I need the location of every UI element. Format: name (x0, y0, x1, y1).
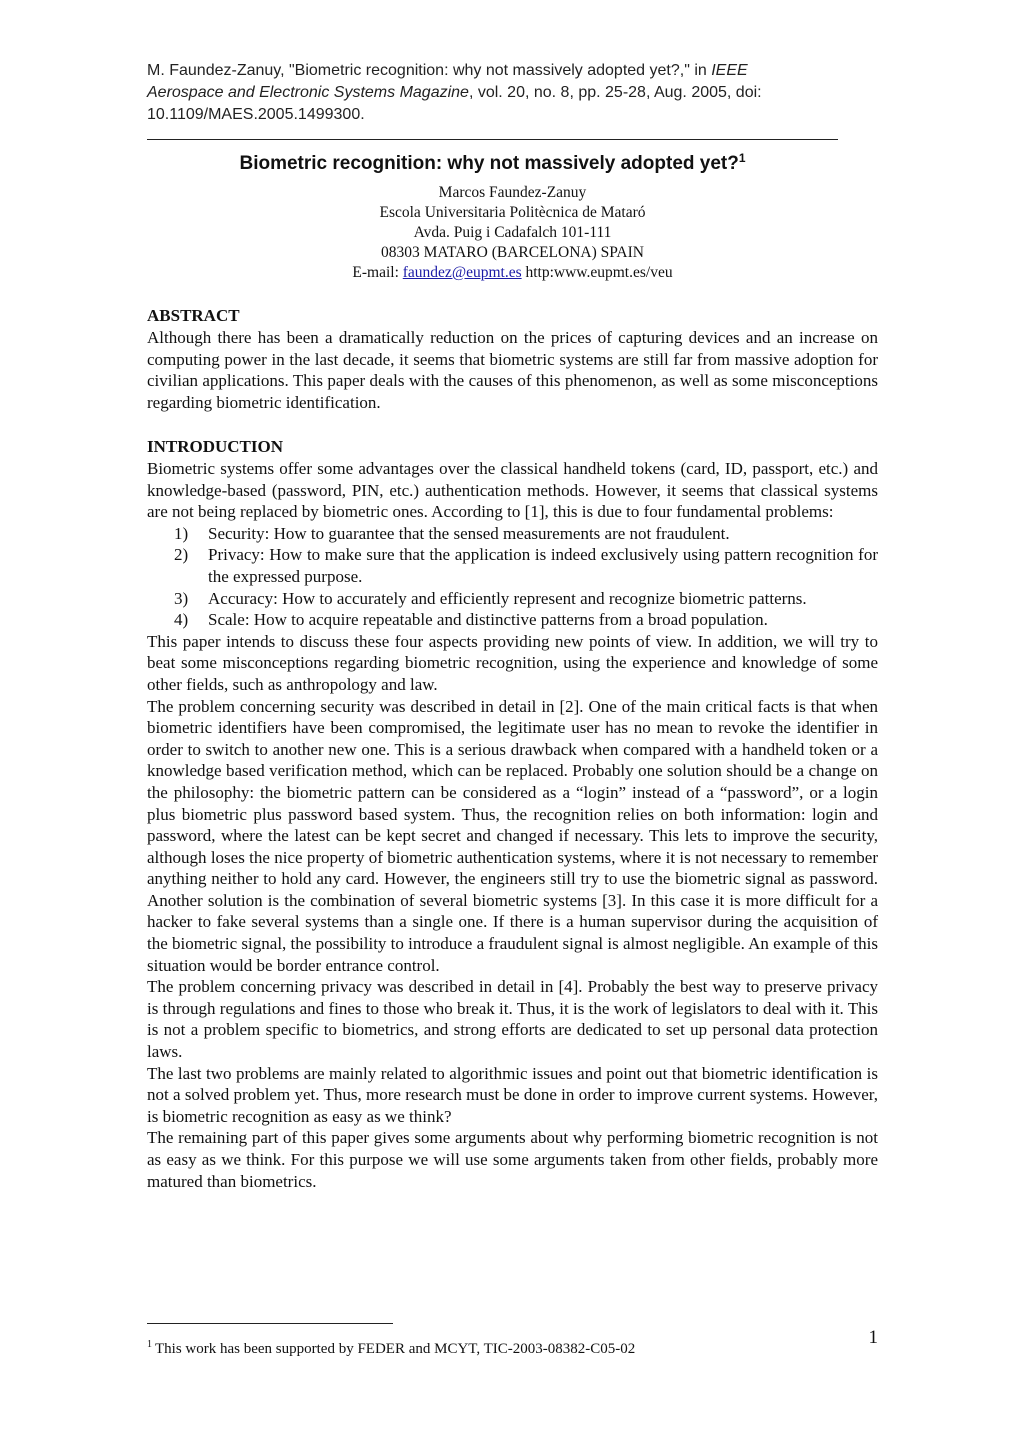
abstract-heading: ABSTRACT (147, 306, 240, 325)
author-contact (147, 263, 878, 283)
list-item (147, 544, 878, 587)
body-paragraph: The last two problems are mainly related to algorithmic issues and point out that biometric identification is not a solved problem yet. Thus, more research must be done in order to improve current systems. However, is biometric recognition as easy as we think? (147, 1063, 878, 1126)
introduction-heading: INTRODUCTION (147, 437, 284, 456)
list-item-number: 4) (174, 610, 189, 630)
problems-list (147, 523, 878, 631)
introduction-body (147, 458, 878, 1192)
list-item-number: 2) (174, 545, 189, 565)
body-paragraph: The problem concerning security was described in detail in [2]. One of the main critical facts is that when biometric identifiers have been compromised, the legitimate user has no mean to revoke the identifier in order to switch to another new one. This is a serious drawback when compared with a handheld token or a knowledge based verification method, which can be replaced. Probably one solution should be a change on the philosophy: the biometric pattern can be considered as a “login” instead of a “password”, or a login plus biometric plus password based system. Thus, the recognition relies on both information: login and password, where the latest can be kept secret and changed if necessary. This lets to improve the security, although loses the nice property of biometric authentication systems, where it is not necessary to remember anything neither to hold any card. However, the engineers still try to use the biometric signal as password. Another solution is the combination of several biometric systems [3]. In this case it is more difficult for a hacker to fake several systems than a single one. If there is a human supervisor during the acquisition of the biometric signal, the possibility to introduce a fraudulent signal is almost negligible. An example of this situation would be border entrance control. (147, 696, 878, 975)
list-item-text: Accuracy: How to accurately and efficiently represent and recognize biometric patterns. (208, 588, 807, 608)
page-number: 1 (868, 1327, 878, 1348)
header-rule (147, 139, 838, 140)
citation-journal-b: Aerospace and Electronic Systems Magazine (147, 84, 469, 101)
list-item (147, 588, 878, 610)
abstract-text: Although there has been a dramatically reduction on the prices of capturing devices and an increase on computing power in the last decade, it seems that biometric systems are still far from massive adoption for civilian applications. This paper deals with the causes of this phenomenon, as well as some misconceptions regarding biometric identification. (147, 328, 878, 412)
citation-suffix: , vol. 20, no. 8, pp. 25-28, Aug. 2005, doi: (468, 84, 762, 101)
title-footnote-mark: 1 (738, 151, 746, 165)
email-link[interactable]: faundez@eupmt.es (402, 264, 522, 281)
author-affiliation: Escola Universitaria Politècnica de Mataró (379, 204, 646, 221)
footnote-text: This work has been supported by FEDER and MCYT, TIC-2003-08382-C05-02 (155, 1341, 636, 1357)
body-paragraph: This paper intends to discuss these four aspects providing new points of view. In addition, we will try to beat some misconceptions regarding biometric recognition, using the experience and knowledge of some other fields, such as anthropology and law. (147, 631, 878, 694)
website-text: http:www.eupmt.es/veu (521, 264, 673, 281)
list-item-text: Privacy: How to make sure that the application is indeed exclusively using pattern recognition for the expressed purpose. (208, 545, 878, 586)
email-label: E-mail: (352, 264, 403, 281)
citation-header (147, 60, 847, 126)
paper-title (147, 146, 838, 176)
footnote-rule (147, 1323, 393, 1324)
author-address: Avda. Puig i Cadafalch 101-111 (413, 224, 612, 241)
paper-title-text: Biometric recognition: why not massively adopted yet? (239, 153, 739, 174)
citation-prefix: M. Faundez-Zanuy, "Biometric recognition: why not massively adopted yet?," in (147, 62, 712, 79)
intro-lead-paragraph: Biometric systems offer some advantages over the classical handheld tokens (card, ID, passport, etc.) and knowledge-based (password, PIN, etc.) authentication methods. However, it seems that classical systems are not being replaced by biometric ones. According to [1], this is due to four fundamental problems: (147, 459, 878, 522)
author-block (147, 183, 878, 283)
body-paragraph: The problem concerning privacy was described in detail in [4]. Probably the best way to preserve privacy is through regulations and fines to those who break it. Thus, it is the work of legislators to deal with it. This is not a problem specific to biometrics, and strong efforts are dedicated to set up personal data protection laws. (147, 977, 878, 1062)
citation-doi: 10.1109/MAES.2005.1499300. (147, 106, 365, 123)
list-item-text: Security: How to guarantee that the sensed measurements are not fraudulent. (208, 523, 730, 543)
author-name: Marcos Faundez-Zanuy (438, 184, 587, 201)
list-item (147, 523, 878, 545)
citation-journal-a: IEEE (711, 62, 748, 79)
author-city: 08303 MATARO (BARCELONA) SPAIN (380, 244, 644, 261)
list-item (147, 609, 878, 631)
footnote (147, 1335, 878, 1359)
list-item-number: 1) (174, 523, 189, 543)
list-item-number: 3) (174, 588, 189, 608)
footnote-mark: 1 (147, 1339, 152, 1350)
body-paragraph: The remaining part of this paper gives some arguments about why performing biometric recognition is not as easy as we think. For this purpose we will use some arguments taken from other fields, probably more matured than biometrics. (147, 1128, 878, 1191)
list-item-text: Scale: How to acquire repeatable and distinctive patterns from a broad population. (208, 610, 768, 630)
